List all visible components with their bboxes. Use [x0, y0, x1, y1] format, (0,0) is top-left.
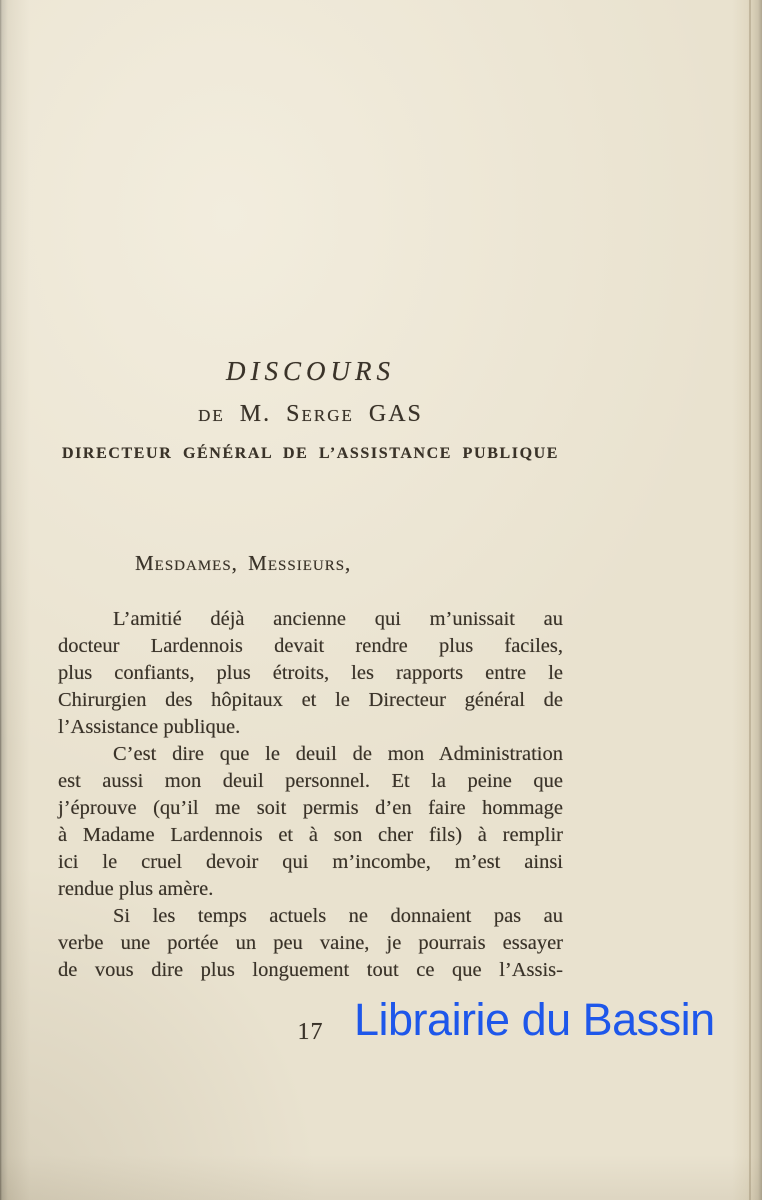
- body-line: l’Assistance publique.: [58, 716, 241, 738]
- body-line: ici le cruel devoir qui m’incombe, m’est ainsi: [58, 851, 563, 873]
- body-text: [58, 606, 563, 984]
- bookseller-watermark: Librairie du Bassin: [354, 994, 715, 1045]
- body-line: Chirurgien des hôpitaux et le Directeur général de: [58, 689, 563, 711]
- body-line: Si les temps actuels ne donnaient pas au: [113, 905, 563, 927]
- body-line: à Madame Lardennois et à son cher fils) à remplir: [58, 824, 563, 846]
- body-line: verbe une portée un peu vaine, je pourrais essayer: [58, 932, 563, 954]
- body-line: C’est dire que le deuil de mon Administration: [113, 743, 563, 765]
- body-line: est aussi mon deuil personnel. Et la peine que: [58, 770, 563, 792]
- body-line: plus confiants, plus étroits, les rapports entre le: [58, 662, 563, 684]
- page-edge-right: [749, 0, 751, 1200]
- body-line: rendue plus amère.: [58, 878, 214, 900]
- speech-byline: de M. Serge GAS: [198, 401, 423, 427]
- speaker-role: DIRECTEUR GÉNÉRAL DE L’ASSISTANCE PUBLIQUE: [61, 445, 560, 462]
- body-line: L’amitié déjà ancienne qui m’unissait au: [113, 608, 563, 630]
- salutation: Mesdames, Messieurs,: [135, 551, 352, 575]
- body-line: docteur Lardennois devait rendre plus faciles,: [58, 635, 563, 657]
- body-line: de vous dire plus longuement tout ce que l’Assis-: [58, 959, 563, 981]
- body-line: j’éprouve (qu’il me soit permis d’en faire hommage: [58, 797, 563, 819]
- page-number: 17: [297, 1019, 324, 1045]
- speech-title: DISCOURS: [226, 356, 395, 386]
